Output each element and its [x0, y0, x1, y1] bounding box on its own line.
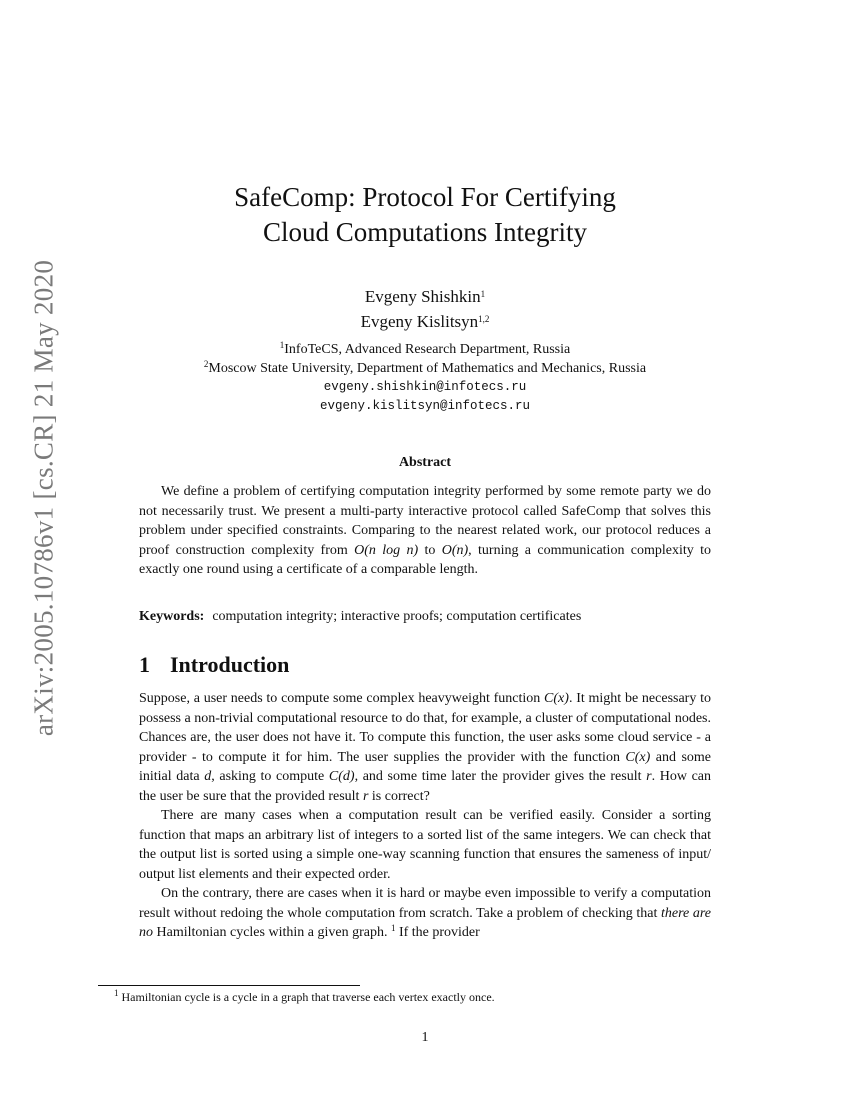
author: Evgeny Kislitsyn$^{1,2}$ — [360, 312, 490, 331]
section-title: Introduction — [170, 652, 290, 677]
affiliation: $^1$InfoTeCS, Advanced Research Department, Russia — [279, 340, 571, 357]
abstract-body — [139, 482, 711, 580]
intro-body — [139, 689, 711, 943]
email-link[interactable]: evgeny.shishkin@infotecs.ru — [323, 380, 527, 394]
author-affil-mark: 1,2 — [478, 314, 490, 324]
section-heading — [139, 652, 289, 678]
keywords — [139, 607, 711, 627]
abstract-paragraph: We define a problem of certifying computation integrity performed by some remote party we do not necessarily trust. We present a multi-party interactive protocol called SafeComp that solves this problem under specified constraints. Comparing to the nearest related work, our protocol reduces a proof construction complexity from O(n log n) to O(n), turning a communication complexity to exactly one round using a certificate of a comparable length. — [139, 484, 712, 577]
arxiv-identifier: arXiv:2005.10786v1 [cs.CR] 21 May 2020 — [28, 259, 59, 737]
title-line-2: Cloud Computations Integrity — [263, 217, 587, 247]
title-line-1: SafeComp: Protocol For Certifying — [234, 182, 616, 212]
keywords-text: computation integrity; interactive proofs; computation certificates — [212, 609, 582, 624]
footnote-rule — [98, 985, 360, 986]
intro-paragraph: Suppose, a user needs to compute some complex heavyweight function C(x). It might be necessary to possess a non-trivial computational resource to do that, for example, a cluster of computational nodes. Chances are, the user does not have it. To compute this function, the user asks some cloud service - a provider - to compute it for him. The user supplies the provider with the function C(x) and some initial data d, asking to compute C(d), and some time later the provider gives the result r. How can the user be sure that the provided result r is correct? — [139, 691, 712, 804]
intro-paragraph: There are many cases when a computation result can be verified easily. Consider a sorting function that maps an arbitrary list of integers to a sorted list of the same integers. We can check that the output list is sorted using a simple one-way scanning function that ensures the sameness of input/ output list elements and their expected order. — [139, 808, 711, 882]
footnote-ref[interactable]: 1 — [390, 923, 396, 933]
affiliation-block — [100, 340, 750, 416]
intro-paragraph: On the contrary, there are cases when it is hard or maybe even impossible to verify a computation result without redoing the whole computation from scratch. Take a problem of checking that there are no Hamiltonian cycles within a given graph. $^1$ If the provider — [139, 886, 711, 940]
page-number: 1 — [421, 1030, 429, 1045]
author: Evgeny Shishkin$^1$ — [364, 287, 486, 306]
paper-title — [140, 180, 710, 250]
affiliation: $^2$Moscow State University, Department of Mathematics and Mechanics, Russia — [203, 359, 647, 376]
footnote: $^1$ Hamiltonian cycle is a cycle in a graph that traverse each vertex exactly once. — [114, 988, 495, 1004]
section-number: 1 — [139, 652, 150, 677]
author-list — [140, 284, 710, 334]
abstract-heading: Abstract — [398, 455, 452, 470]
email-link[interactable]: evgeny.kislitsyn@infotecs.ru — [319, 399, 531, 413]
author-affil-mark: 1 — [480, 289, 486, 299]
keywords-label: Keywords: — [139, 609, 205, 624]
